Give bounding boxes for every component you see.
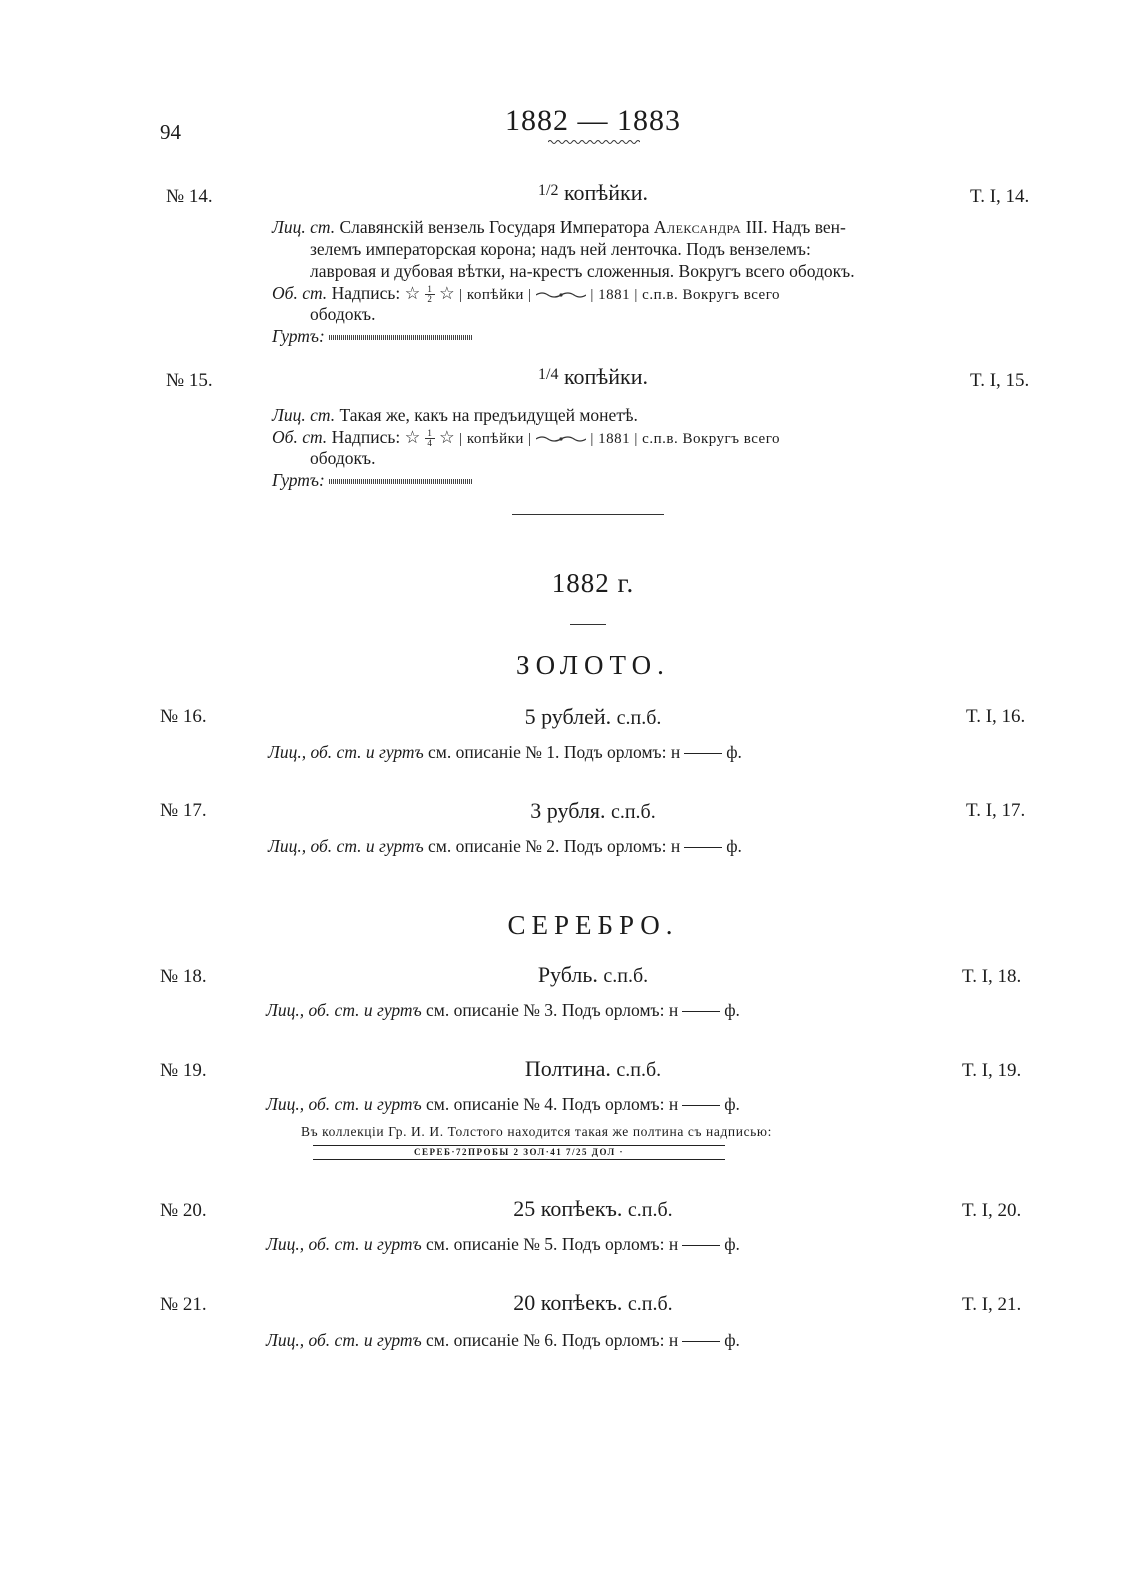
- obverse-text: Славянскій вензель Государя Императора: [339, 217, 650, 237]
- desc-text: Подъ орломъ:: [561, 1000, 665, 1020]
- reverse-line-2: ободокъ.: [310, 304, 376, 324]
- mintmaster-initial: н: [668, 1000, 679, 1020]
- reverse-legend: | 1881 | с.п.в. Вокругъ всего: [590, 431, 780, 447]
- fraction-numerator: 1: [425, 429, 435, 439]
- edge-label: Гуртъ:: [272, 326, 325, 346]
- ornament-icon: [536, 435, 586, 443]
- entry-title: [0, 364, 1140, 390]
- desc-text: Подъ орломъ:: [563, 742, 667, 762]
- plate-reference: T. I, 20.: [962, 1200, 1022, 1221]
- entry-number: № 20.: [160, 1200, 207, 1221]
- mintmaster-initial: ф.: [726, 836, 742, 856]
- fraction-numerator: 1: [425, 285, 435, 295]
- obverse-line-3: лавровая и дубовая вѣтки, на-крестъ сложенныя. Вокругъ всего ободокъ.: [310, 261, 855, 281]
- mintmaster-initial: ф.: [724, 1094, 740, 1114]
- metal-heading-gold: ЗОЛОТО.: [516, 650, 670, 680]
- desc-text: см. описаніе: [426, 1234, 519, 1254]
- mintmaster-initial: н: [668, 1234, 679, 1254]
- entry-title: [0, 180, 1140, 206]
- desc-number: № 4.: [523, 1094, 558, 1114]
- reverse-description: [272, 283, 780, 307]
- dash: [684, 847, 722, 848]
- obverse-description: [272, 405, 638, 427]
- entry-description: [268, 742, 742, 764]
- year-heading: 1882 г.: [551, 568, 635, 598]
- entry-number: № 19.: [160, 1060, 207, 1081]
- entry-number: № 17.: [160, 800, 207, 821]
- mintmaster-initial: н: [670, 742, 681, 762]
- dash: [682, 1105, 720, 1106]
- edge-label: Гуртъ:: [272, 470, 325, 490]
- page-number: 94: [160, 120, 181, 144]
- entry-description: [268, 836, 742, 858]
- star-icon: ☆: [404, 427, 421, 447]
- plate-reference: T. I, 18.: [962, 966, 1022, 987]
- desc-text: см. описаніе: [428, 836, 521, 856]
- desc-label: Лиц., об. ст. и гуртъ: [268, 836, 424, 856]
- plate-reference: T. I, 17.: [966, 800, 1026, 821]
- reverse-text: Надпись:: [331, 427, 401, 447]
- edge-description: [272, 470, 473, 492]
- inscription-strip: СЕРЕБ·72ПРОБЫ 2 ЗОЛ·41 7/25 ДОЛ ·: [313, 1145, 725, 1160]
- obverse-text: Такая же, какъ на предъидущей монетѣ.: [339, 405, 638, 425]
- mint-mark: с.п.б.: [610, 801, 656, 823]
- mintmaster-initial: н: [668, 1330, 679, 1350]
- mintmaster-initial: н: [670, 836, 681, 856]
- desc-label: Лиц., об. ст. и гуртъ: [266, 1234, 422, 1254]
- dash: [684, 753, 722, 754]
- emperor-name: Александра: [653, 217, 742, 237]
- metal-heading-silver: СЕРЕБРО.: [507, 910, 679, 940]
- star-icon: ☆: [404, 283, 421, 303]
- fraction: [425, 429, 435, 448]
- entry-description: [266, 1000, 740, 1022]
- title-text: копѣйки.: [563, 364, 648, 389]
- title-text: Рубль.: [537, 962, 598, 987]
- obverse-description: [272, 217, 912, 239]
- desc-number: № 6.: [523, 1330, 558, 1350]
- mint-mark: с.п.б.: [627, 1199, 673, 1221]
- dash: [682, 1011, 720, 1012]
- desc-text: см. описаніе: [426, 1094, 519, 1114]
- reverse-legend: | 1881 | с.п.в. Вокругъ всего: [590, 287, 780, 303]
- dash: [682, 1341, 720, 1342]
- fraction-prefix: 1/2: [538, 182, 559, 199]
- reverse-line-2: ободокъ.: [310, 448, 376, 468]
- entry-number: № 16.: [160, 706, 207, 727]
- desc-number: № 3.: [523, 1000, 558, 1020]
- fraction-denominator: 4: [427, 438, 432, 449]
- reverse-description: [272, 427, 780, 451]
- plate-reference: T. I, 15.: [970, 370, 1030, 391]
- page-header: 1882 — 1883: [505, 104, 681, 137]
- obverse-text: III. Надъ вен-: [745, 217, 846, 237]
- section-divider: [512, 514, 664, 515]
- desc-text: Подъ орломъ:: [561, 1330, 665, 1350]
- mintmaster-initial: ф.: [724, 1330, 740, 1350]
- entry-number: № 14.: [166, 186, 213, 207]
- entry-description: [266, 1094, 740, 1116]
- desc-text: см. описаніе: [428, 742, 521, 762]
- mintmaster-initial: ф.: [724, 1000, 740, 1020]
- desc-label: Лиц., об. ст. и гуртъ: [266, 1330, 422, 1350]
- reverse-label: Об. ст.: [272, 427, 328, 447]
- reeded-edge-icon: [329, 479, 473, 484]
- ornament-icon: [536, 291, 586, 299]
- entry-number: № 15.: [166, 370, 213, 391]
- star-icon: ☆: [439, 283, 455, 303]
- mintmaster-initial: н: [668, 1094, 679, 1114]
- edge-description: [272, 326, 473, 348]
- footnote: Въ коллекціи Гр. И. И. Толстого находится такая же полтина съ надписью:: [301, 1124, 772, 1139]
- reverse-legend: | копѣйки |: [459, 287, 532, 303]
- desc-label: Лиц., об. ст. и гуртъ: [266, 1094, 422, 1114]
- title-text: 25 копѣекъ.: [513, 1196, 623, 1221]
- mint-mark: с.п.б.: [616, 1059, 662, 1081]
- short-divider: [570, 624, 606, 625]
- mint-mark: с.п.б.: [627, 1293, 673, 1315]
- title-text: 5 рублей.: [524, 704, 612, 729]
- desc-text: Подъ орломъ:: [561, 1234, 665, 1254]
- desc-text: Подъ орломъ:: [561, 1094, 665, 1114]
- fraction: [425, 285, 435, 304]
- entry-description: [266, 1234, 740, 1256]
- mintmaster-initial: ф.: [724, 1234, 740, 1254]
- wavy-underline: [548, 138, 640, 146]
- title-text: Полтина.: [524, 1056, 611, 1081]
- mintmaster-initial: ф.: [726, 742, 742, 762]
- desc-text: Подъ орломъ:: [563, 836, 667, 856]
- plate-reference: T. I, 19.: [962, 1060, 1022, 1081]
- title-text: 20 копѣекъ.: [513, 1290, 623, 1315]
- plate-reference: T. I, 16.: [966, 706, 1026, 727]
- obverse-label: Лиц. ст.: [272, 405, 336, 425]
- desc-number: № 5.: [523, 1234, 558, 1254]
- desc-number: № 2.: [525, 836, 560, 856]
- desc-number: № 1.: [525, 742, 560, 762]
- title-text: 3 рубля.: [530, 798, 606, 823]
- mint-mark: с.п.б.: [616, 707, 662, 729]
- entry-description: [266, 1330, 740, 1352]
- desc-label: Лиц., об. ст. и гуртъ: [266, 1000, 422, 1020]
- reverse-label: Об. ст.: [272, 283, 328, 303]
- desc-text: см. описаніе: [426, 1000, 519, 1020]
- fraction-prefix: 1/4: [538, 366, 559, 383]
- obverse-line-2: зелемъ императорская корона; надъ ней ленточка. Подъ вензелемъ:: [310, 239, 811, 259]
- obverse-label: Лиц. ст.: [272, 217, 336, 237]
- entry-number: № 18.: [160, 966, 207, 987]
- entry-number: № 21.: [160, 1294, 207, 1315]
- fraction-denominator: 2: [427, 294, 432, 305]
- desc-text: см. описаніе: [426, 1330, 519, 1350]
- star-icon: ☆: [439, 427, 455, 447]
- plate-reference: T. I, 14.: [970, 186, 1030, 207]
- title-text: копѣйки.: [563, 180, 648, 205]
- desc-label: Лиц., об. ст. и гуртъ: [268, 742, 424, 762]
- reeded-edge-icon: [329, 335, 473, 340]
- mint-mark: с.п.б.: [603, 965, 649, 987]
- reverse-text: Надпись:: [331, 283, 401, 303]
- reverse-legend: | копѣйки |: [459, 431, 532, 447]
- plate-reference: T. I, 21.: [962, 1294, 1022, 1315]
- dash: [682, 1245, 720, 1246]
